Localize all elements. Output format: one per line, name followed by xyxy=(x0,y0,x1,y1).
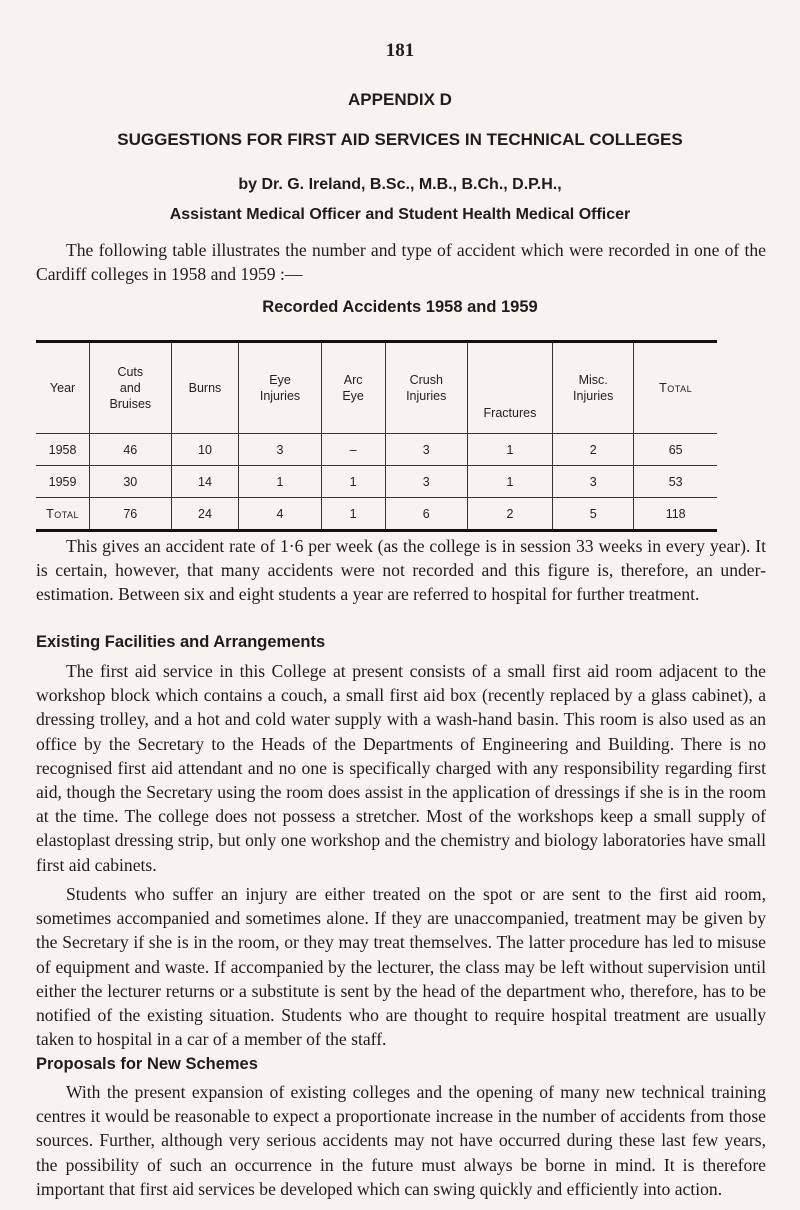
table-cell: 10 xyxy=(171,434,239,466)
section-heading-proposals: Proposals for New Schemes xyxy=(36,1055,258,1073)
section-heading-existing-facilities: Existing Facilities and Arrangements xyxy=(36,633,326,651)
header-misc-injuries: Misc. Injuries xyxy=(553,342,634,434)
table-row xyxy=(36,434,717,466)
table-cell: 1 xyxy=(321,498,385,531)
injury-procedure-paragraph: Students who suffer an injury are either treated on the spot or are sent to the first aid room, sometimes accompanied and sometimes alone. If they are unaccompanied, treatment may be given by the Secretary if she is in the room, or they may treat themselves. The latter procedure has led to misuse of equipment and waste. If accompanied by the lecturer, the class may be left without supervision until either the lecturer returns or a substitute is sent by the head of the department who, therefore, has to be notified of the existing situation. Students who are thought to require hospital treatment are usually taken to hospital in a car of a member of the staff. xyxy=(36,884,766,1050)
table-row-total xyxy=(36,498,717,531)
table-cell: – xyxy=(321,434,385,466)
table-cell: 1 xyxy=(239,466,321,498)
table-cell: 4 xyxy=(239,498,321,531)
table-cell: 30 xyxy=(90,466,171,498)
table-title: Recorded Accidents 1958 and 1959 xyxy=(262,298,538,316)
table-cell: 3 xyxy=(239,434,321,466)
table-cell: 53 xyxy=(634,466,717,498)
table-cell: 2 xyxy=(467,498,552,531)
accidents-table xyxy=(36,340,717,532)
header-cuts-and-bruises: Cuts and Bruises xyxy=(90,342,171,434)
table-cell: 118 xyxy=(634,498,717,531)
table-cell: 1 xyxy=(467,466,552,498)
author-role: Assistant Medical Officer and Student Health Medical Officer xyxy=(169,206,631,223)
intro-paragraph: The following table illustrates the number and type of accident which were recorded in one of the Cardiff colleges in 1958 and 1959 :— xyxy=(36,240,766,285)
header-arc-eye: Arc Eye xyxy=(321,342,385,434)
table-cell: 3 xyxy=(385,466,467,498)
table-cell: 14 xyxy=(171,466,239,498)
accident-rate-paragraph: This gives an accident rate of 1·6 per week (as the college is in session 33 weeks in every year). It is certain, however, that many accidents were not recorded and this figure is, therefore, an under-estimation. Between six and eight students a year are referred to hospital for further treatment. xyxy=(36,536,766,605)
document-title: SUGGESTIONS FOR FIRST AID SERVICES IN TECHNICAL COLLEGES xyxy=(117,130,683,149)
table-cell: 65 xyxy=(634,434,717,466)
table-cell: 24 xyxy=(171,498,239,531)
header-fractures: Fractures xyxy=(467,342,552,434)
table-cell: 3 xyxy=(385,434,467,466)
author-line: by Dr. G. Ireland, B.Sc., M.B., B.Ch., D.P.H., xyxy=(238,176,562,193)
table-cell: 46 xyxy=(90,434,171,466)
proposals-paragraph: With the present expansion of existing colleges and the opening of many new technical training centres it would be reasonable to expect a proportionate increase in the number of accidents from those sources. Further, although very serious accidents may not have occurred during these last few years, the possibility of such an occurrence in the future must always be borne in mind. It is therefore important that first aid services be developed which can swing quickly and efficiently into action. xyxy=(36,1082,766,1199)
table-cell: 3 xyxy=(553,466,634,498)
table-cell: 5 xyxy=(553,498,634,531)
table-header-row xyxy=(36,342,717,434)
table-cell: Total xyxy=(36,498,90,531)
table-cell: 1 xyxy=(321,466,385,498)
table-cell: 6 xyxy=(385,498,467,531)
table-cell: 1958 xyxy=(36,434,90,466)
table-cell: 1959 xyxy=(36,466,90,498)
header-total: Total xyxy=(634,342,717,434)
header-crush-injuries: Crush Injuries xyxy=(385,342,467,434)
header-year: Year xyxy=(36,342,90,434)
table-cell: 76 xyxy=(90,498,171,531)
table-cell: 2 xyxy=(553,434,634,466)
page-number: 181 xyxy=(385,40,415,61)
existing-facilities-paragraph: The first aid service in this College at present consists of a small first aid room adjacent to the workshop block which contains a couch, a small first aid box (recently replaced by a glass cabinet), a dressing trolley, and a hot and cold water supply with a wash-hand basin. This room is also used as an office by the Secretary to the Heads of the Departments of Engineering and Building. There is no recognised first aid attendant and no one is specifically charged with any responsibility regarding first aid, though the Secretary using the room does assist in the application of dressings if she is in the room at the time. The college does not possess a stretcher. Most of the workshops keep a small supply of elastoplast dressing strip, but only one workshop and the chemistry and biology laboratories have small first aid cabinets. xyxy=(36,661,766,875)
header-burns: Burns xyxy=(171,342,239,434)
table-cell: 1 xyxy=(467,434,552,466)
table-row xyxy=(36,466,717,498)
header-eye-injuries: Eye Injuries xyxy=(239,342,321,434)
appendix-label: APPENDIX D xyxy=(348,90,452,109)
